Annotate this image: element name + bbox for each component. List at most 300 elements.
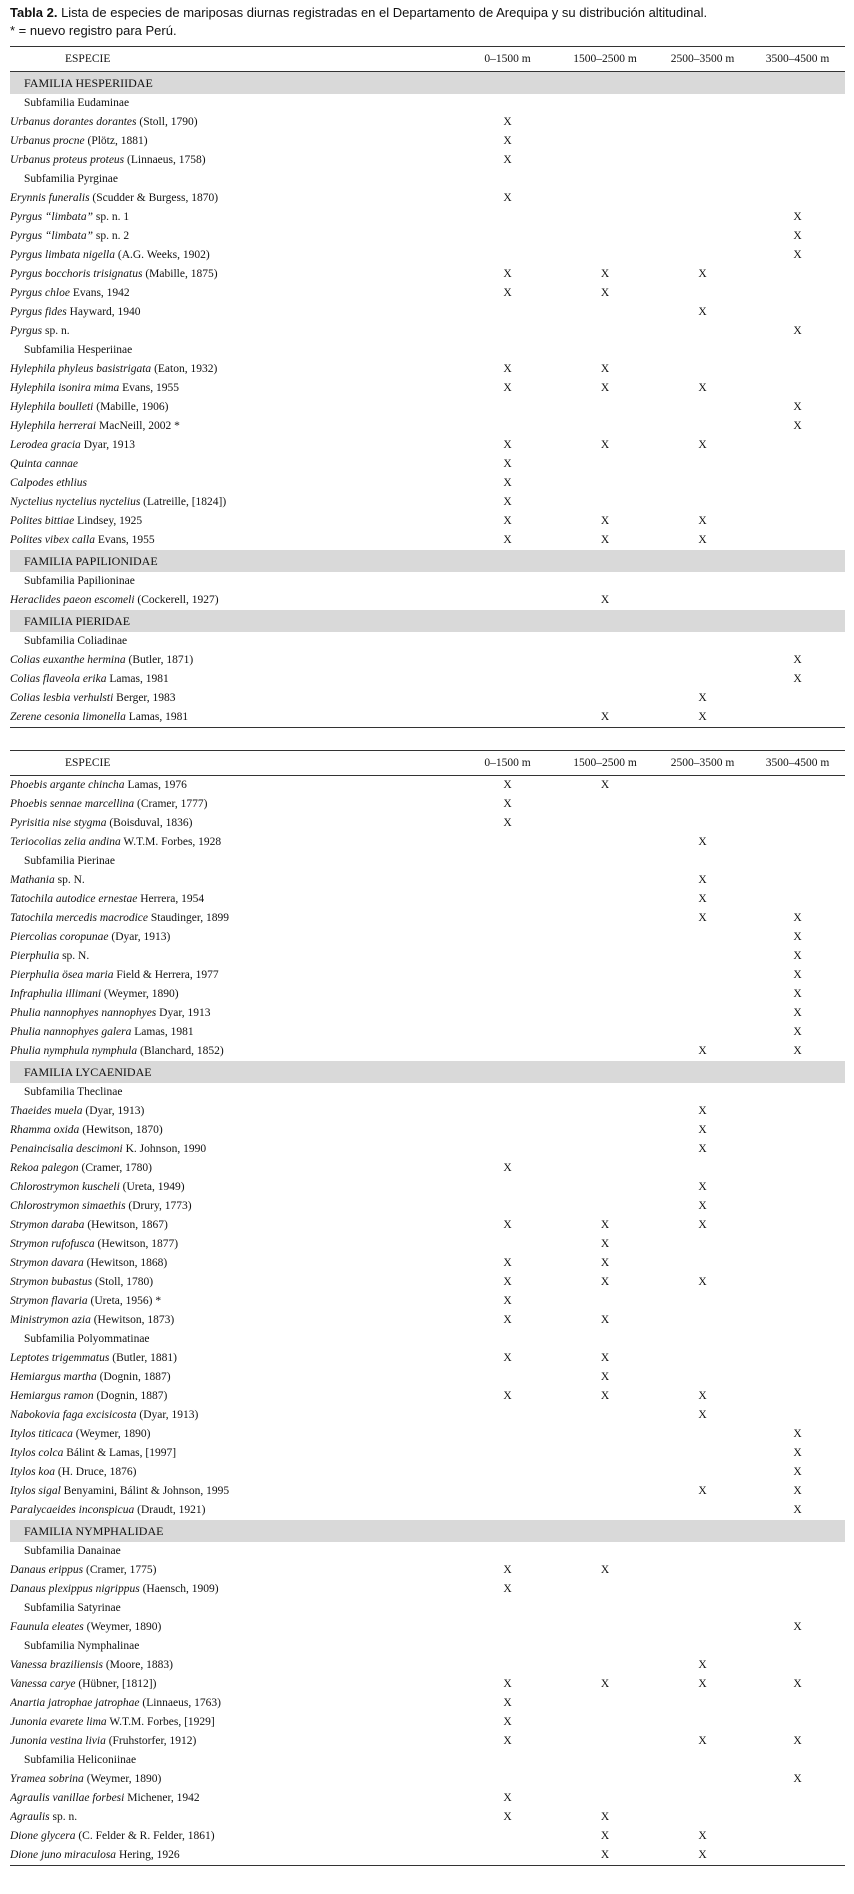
presence-cell	[750, 833, 845, 852]
species-author: (Dyar, 1913)	[136, 1409, 199, 1421]
species-cell	[10, 1675, 460, 1694]
species-row	[10, 1732, 845, 1751]
presence-cell: X	[793, 325, 802, 337]
species-cell	[10, 208, 460, 227]
species-cell	[10, 1004, 460, 1023]
presence-cell: X	[600, 515, 610, 527]
species-name: Rekoa palegon	[10, 1162, 79, 1174]
species-name: Thaeides muela	[10, 1105, 83, 1117]
species-cell	[10, 1159, 460, 1178]
species-row	[10, 1042, 845, 1061]
species-author: sp. n. 1	[92, 211, 130, 223]
species-cell	[10, 1235, 460, 1254]
presence-cell	[555, 1140, 655, 1159]
species-name: Vanessa braziliensis	[10, 1659, 103, 1671]
presence-cell: X	[503, 439, 512, 451]
presence-cell: X	[698, 893, 707, 905]
presence-cell	[750, 189, 845, 208]
presence-cell: X	[503, 1276, 512, 1288]
presence-cell: X	[793, 654, 802, 666]
presence-cell	[750, 151, 845, 170]
column-header-2500-3500: 2500–3500 m	[655, 47, 750, 72]
species-row	[10, 1197, 845, 1216]
species-name: Hemiargus martha	[10, 1371, 97, 1383]
presence-cell	[555, 1501, 655, 1520]
presence-cell: X	[600, 779, 610, 791]
presence-cell	[555, 1482, 655, 1501]
species-author: (Weymer, 1890)	[72, 1428, 151, 1440]
presence-cell	[460, 1140, 555, 1159]
presence-cell	[460, 1235, 555, 1254]
presence-cell	[750, 1349, 845, 1368]
species-row	[10, 689, 845, 708]
presence-cell	[460, 208, 555, 227]
presence-cell: X	[793, 1678, 802, 1690]
presence-cell	[655, 1254, 750, 1273]
presence-cell	[655, 1444, 750, 1463]
subfamily-row	[10, 94, 845, 113]
presence-cell: X	[655, 1846, 750, 1866]
presence-cell: X	[793, 988, 802, 1000]
species-row	[10, 151, 845, 170]
presence-cell	[460, 1656, 555, 1675]
presence-cell: X	[600, 1276, 610, 1288]
presence-cell	[750, 1406, 845, 1425]
species-author: Dyar, 1913	[80, 439, 135, 451]
presence-cell: X	[698, 1485, 707, 1497]
presence-cell	[750, 814, 845, 833]
species-author: Lamas, 1981	[125, 711, 189, 723]
presence-cell: X	[698, 1143, 707, 1155]
presence-cell	[555, 795, 655, 814]
presence-cell: X	[600, 1390, 610, 1402]
presence-cell: X	[793, 1621, 802, 1633]
species-row	[10, 265, 845, 284]
species-cell	[10, 947, 460, 966]
subfamily-label: Subfamilia Papilioninae	[24, 575, 135, 587]
species-name: Strymon flavaria	[10, 1295, 88, 1307]
species-row	[10, 436, 845, 455]
presence-cell	[750, 265, 845, 284]
presence-cell	[460, 1368, 555, 1387]
presence-cell: X	[698, 1181, 707, 1193]
species-name: Chlorostrymon kuscheli	[10, 1181, 120, 1193]
presence-cell	[655, 1368, 750, 1387]
presence-cell	[750, 890, 845, 909]
species-cell	[10, 1197, 460, 1216]
species-cell	[10, 1023, 460, 1042]
species-row	[10, 227, 845, 246]
presence-cell	[555, 651, 655, 670]
species-row	[10, 398, 845, 417]
family-label: FAMILIA PAPILIONIDAE	[10, 550, 845, 572]
presence-cell: X	[698, 692, 707, 704]
presence-cell: X	[698, 439, 707, 451]
presence-cell	[555, 455, 655, 474]
presence-cell: X	[503, 798, 512, 810]
column-header-1500-2500: 1500–2500 m	[555, 751, 655, 776]
family-row	[10, 610, 845, 632]
species-cell	[10, 1102, 460, 1121]
presence-cell	[555, 208, 655, 227]
presence-cell	[555, 833, 655, 852]
species-name: Zerene cesonia limonella	[10, 711, 126, 723]
species-row	[10, 1501, 845, 1520]
species-author: (Dognin, 1887)	[96, 1371, 171, 1383]
species-author: (Hewitson, 1867)	[84, 1219, 168, 1231]
species-cell	[10, 379, 460, 398]
species-row	[10, 1273, 845, 1292]
presence-cell: X	[503, 1697, 512, 1709]
presence-cell	[750, 1254, 845, 1273]
species-name: Pyrgus chloe	[10, 287, 70, 299]
species-cell	[10, 670, 460, 689]
presence-cell	[655, 474, 750, 493]
species-cell	[10, 1444, 460, 1463]
presence-cell	[460, 1121, 555, 1140]
species-author: (Dognin, 1887)	[93, 1390, 168, 1402]
presence-cell: X	[793, 1447, 802, 1459]
presence-cell: X	[793, 912, 802, 924]
subfamily-row	[10, 1542, 845, 1561]
species-author: (Mabille, 1906)	[93, 401, 169, 413]
presence-cell	[655, 284, 750, 303]
subfamily-row	[10, 341, 845, 360]
species-cell	[10, 1292, 460, 1311]
species-row	[10, 1023, 845, 1042]
presence-cell	[555, 1102, 655, 1121]
species-cell	[10, 1349, 460, 1368]
presence-cell	[460, 1102, 555, 1121]
family-label: FAMILIA LYCAENIDAE	[10, 1061, 845, 1083]
species-name: Itylos titicaca	[10, 1428, 73, 1440]
presence-cell	[555, 1159, 655, 1178]
species-row	[10, 947, 845, 966]
species-row	[10, 966, 845, 985]
species-row	[10, 708, 845, 728]
presence-cell: X	[503, 496, 512, 508]
species-row	[10, 512, 845, 531]
species-row	[10, 1425, 845, 1444]
presence-cell	[655, 1713, 750, 1732]
presence-cell: X	[655, 708, 750, 728]
presence-cell: X	[698, 1390, 707, 1402]
presence-cell	[555, 1713, 655, 1732]
presence-cell	[655, 1004, 750, 1023]
presence-cell: X	[600, 1352, 610, 1364]
species-row	[10, 985, 845, 1004]
species-cell	[10, 493, 460, 512]
subfamily-row	[10, 1637, 845, 1656]
species-author: (Linnaeus, 1758)	[124, 154, 206, 166]
presence-cell	[750, 1178, 845, 1197]
species-cell	[10, 398, 460, 417]
species-name: Junonia evarete lima	[10, 1716, 107, 1728]
species-name: Pyrgus “limbata”	[10, 230, 93, 242]
species-author: (Dyar, 1913)	[82, 1105, 145, 1117]
subfamily-label: Subfamilia Satyrinae	[24, 1602, 121, 1614]
presence-cell	[555, 890, 655, 909]
species-name: Colias flaveola erika	[10, 673, 107, 685]
presence-cell	[750, 132, 845, 151]
presence-cell	[750, 795, 845, 814]
presence-cell: X	[503, 1583, 512, 1595]
species-cell	[10, 151, 460, 170]
subfamily-label: Subfamilia Eudaminae	[24, 97, 130, 109]
species-name: Nabokovia faga excisicosta	[10, 1409, 137, 1421]
species-name: Polites vibex calla	[10, 534, 95, 546]
species-author: (Stoll, 1780)	[92, 1276, 154, 1288]
species-row	[10, 1140, 845, 1159]
presence-cell: X	[600, 1678, 610, 1690]
header-row	[10, 47, 845, 72]
presence-cell	[750, 531, 845, 550]
presence-cell: X	[793, 1428, 802, 1440]
presence-cell: X	[698, 1409, 707, 1421]
species-row	[10, 670, 845, 689]
presence-cell: X	[503, 458, 512, 470]
species-cell	[10, 1463, 460, 1482]
column-header-especie: ESPECIE	[10, 47, 460, 72]
subfamily-label: Subfamilia Nymphalinae	[24, 1640, 140, 1652]
species-row	[10, 1808, 845, 1827]
family-row	[10, 1061, 845, 1083]
species-cell	[10, 265, 460, 284]
species-name: Urbanus procne	[10, 135, 85, 147]
species-author: (Ureta, 1949)	[119, 1181, 185, 1193]
presence-cell	[750, 591, 845, 610]
presence-cell	[555, 1463, 655, 1482]
species-cell	[10, 531, 460, 550]
species-row	[10, 1463, 845, 1482]
presence-cell: X	[793, 1735, 802, 1747]
species-row	[10, 1406, 845, 1425]
presence-cell	[750, 1580, 845, 1599]
species-cell	[10, 1216, 460, 1235]
species-cell	[10, 284, 460, 303]
presence-cell: X	[698, 1200, 707, 1212]
species-row	[10, 417, 845, 436]
presence-cell: X	[793, 420, 802, 432]
species-row	[10, 360, 845, 379]
presence-cell: X	[793, 1026, 802, 1038]
species-cell	[10, 246, 460, 265]
presence-cell: X	[698, 1276, 707, 1288]
presence-cell	[750, 1827, 845, 1846]
species-row	[10, 1618, 845, 1637]
species-name: Dione glycera	[10, 1830, 76, 1842]
species-row	[10, 189, 845, 208]
presence-cell: X	[793, 931, 802, 943]
presence-cell	[750, 303, 845, 322]
species-row	[10, 833, 845, 852]
species-row	[10, 1387, 845, 1406]
column-header-2500-3500: 2500–3500 m	[655, 751, 750, 776]
species-cell	[10, 1580, 460, 1599]
species-row	[10, 591, 845, 610]
species-author: (Plötz, 1881)	[84, 135, 148, 147]
species-name: Phulia nannophyes nannophyes	[10, 1007, 157, 1019]
species-name: Strymon bubastus	[10, 1276, 93, 1288]
species-cell	[10, 1387, 460, 1406]
presence-cell: X	[503, 1792, 512, 1804]
species-cell	[10, 795, 460, 814]
species-name: Calpodes ethlius	[10, 477, 87, 489]
species-name: Vanessa carye	[10, 1678, 76, 1690]
column-header-0-1500: 0–1500 m	[460, 751, 555, 776]
presence-cell: X	[600, 1811, 610, 1823]
presence-cell	[655, 1159, 750, 1178]
species-row	[10, 1311, 845, 1330]
presence-cell	[655, 1501, 750, 1520]
presence-cell	[655, 360, 750, 379]
species-row	[10, 474, 845, 493]
species-cell	[10, 651, 460, 670]
presence-cell: X	[555, 1846, 655, 1866]
species-cell	[10, 1254, 460, 1273]
species-author: (Cramer, 1777)	[134, 798, 208, 810]
species-author: Field & Herrera, 1977	[113, 969, 219, 981]
presence-cell: X	[503, 1257, 512, 1269]
species-cell	[10, 1618, 460, 1637]
column-header-3500-4500: 3500–4500 m	[750, 751, 845, 776]
species-author: (H. Druce, 1876)	[55, 1466, 137, 1478]
presence-cell: X	[600, 439, 610, 451]
species-row	[10, 1216, 845, 1235]
species-row	[10, 1178, 845, 1197]
species-author: Hering, 1926	[116, 1849, 180, 1861]
species-author: Herrera, 1954	[137, 893, 205, 905]
subfamily-label: Subfamilia Coliadinae	[24, 635, 128, 647]
species-cell	[10, 189, 460, 208]
species-row	[10, 531, 845, 550]
presence-cell	[750, 1368, 845, 1387]
species-cell	[10, 909, 460, 928]
presence-cell	[750, 436, 845, 455]
species-cell	[10, 132, 460, 151]
subfamily-row	[10, 1330, 845, 1349]
species-row	[10, 1444, 845, 1463]
presence-cell: X	[698, 836, 707, 848]
presence-cell	[555, 1789, 655, 1808]
species-name: Hylephila isonira mima	[10, 382, 120, 394]
species-name: Phulia nymphula nymphula	[10, 1045, 138, 1057]
presence-cell	[555, 928, 655, 947]
species-author: (Fruhstorfer, 1912)	[105, 1735, 197, 1747]
presence-cell	[655, 1349, 750, 1368]
caption-text: Lista de especies de mariposas diurnas registradas en el Departamento de Arequipa y su distribución altitudinal.	[57, 5, 708, 20]
subfamily-label: Subfamilia Pierinae	[24, 855, 116, 867]
presence-cell: X	[503, 154, 512, 166]
presence-cell	[655, 1618, 750, 1637]
presence-cell: X	[698, 268, 707, 280]
presence-cell	[655, 776, 750, 796]
subfamily-label: Subfamilia Theclinae	[24, 1086, 123, 1098]
species-author: (Eaton, 1932)	[151, 363, 218, 375]
species-author: (Blanchard, 1852)	[137, 1045, 224, 1057]
species-name: Heraclides paeon escomeli	[10, 594, 135, 606]
presence-cell: X	[600, 594, 610, 606]
species-author: Evans, 1942	[69, 287, 130, 299]
species-author: Evans, 1955	[94, 534, 155, 546]
species-author: (Butler, 1881)	[109, 1352, 177, 1364]
subfamily-row	[10, 1751, 845, 1770]
species-name: Teriocolias zelia andina	[10, 836, 121, 848]
presence-cell	[750, 1656, 845, 1675]
presence-cell	[460, 1178, 555, 1197]
presence-cell	[555, 966, 655, 985]
species-author: (Dyar, 1913)	[108, 931, 171, 943]
presence-cell	[460, 1023, 555, 1042]
species-cell	[10, 1846, 460, 1866]
species-name: Tatochila mercedis macrodice	[10, 912, 148, 924]
presence-cell: X	[600, 382, 610, 394]
species-cell	[10, 1140, 460, 1159]
species-name: Hylephila phyleus basistrigata	[10, 363, 152, 375]
species-author: (Boisduval, 1836)	[106, 817, 193, 829]
species-cell	[10, 1561, 460, 1580]
species-name: Itylos sigal	[10, 1485, 61, 1497]
presence-cell	[750, 1789, 845, 1808]
subfamily-label: Subfamilia Danainae	[24, 1545, 121, 1557]
species-name: Pyrgus “limbata”	[10, 211, 93, 223]
species-row	[10, 1694, 845, 1713]
presence-cell: X	[793, 969, 802, 981]
presence-cell	[655, 189, 750, 208]
species-row	[10, 208, 845, 227]
presence-cell	[750, 1713, 845, 1732]
presence-cell	[750, 284, 845, 303]
presence-cell: X	[600, 363, 610, 375]
presence-cell	[655, 1023, 750, 1042]
species-cell	[10, 966, 460, 985]
species-author: Benyamini, Bálint & Johnson, 1995	[60, 1485, 230, 1497]
presence-cell	[655, 966, 750, 985]
species-row	[10, 113, 845, 132]
presence-cell	[555, 985, 655, 1004]
species-cell	[10, 985, 460, 1004]
species-row	[10, 455, 845, 474]
presence-cell	[460, 689, 555, 708]
species-row	[10, 1235, 845, 1254]
species-author: sp. N.	[59, 950, 90, 962]
species-row	[10, 246, 845, 265]
species-cell	[10, 512, 460, 531]
presence-cell: X	[698, 1678, 707, 1690]
species-row	[10, 909, 845, 928]
species-name: Agraulis	[10, 1811, 50, 1823]
species-name: Dione juno miraculosa	[10, 1849, 117, 1861]
presence-cell: X	[698, 306, 707, 318]
species-row	[10, 1561, 845, 1580]
species-row	[10, 1368, 845, 1387]
presence-cell	[460, 1618, 555, 1637]
subfamily-row	[10, 572, 845, 591]
species-author: (Hewitson, 1870)	[79, 1124, 163, 1136]
presence-cell	[655, 591, 750, 610]
presence-cell	[750, 1846, 845, 1866]
species-row	[10, 379, 845, 398]
species-row	[10, 284, 845, 303]
presence-cell	[555, 189, 655, 208]
presence-cell: X	[503, 287, 512, 299]
presence-cell	[460, 1425, 555, 1444]
presence-cell: X	[793, 1773, 802, 1785]
species-row	[10, 1482, 845, 1501]
presence-cell	[460, 303, 555, 322]
species-author: Evans, 1955	[119, 382, 179, 394]
presence-cell: X	[503, 1295, 512, 1307]
